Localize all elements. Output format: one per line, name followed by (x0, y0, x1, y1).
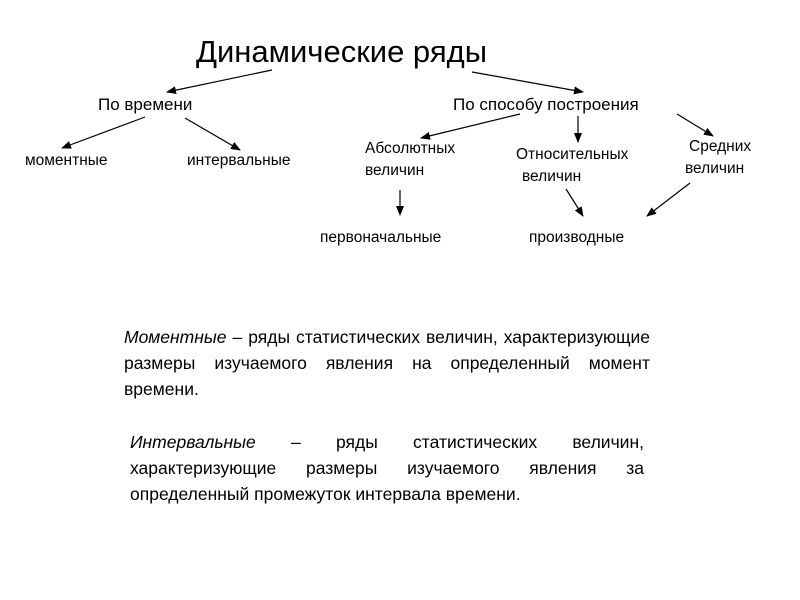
node-absolute-line1: Абсолютных (365, 140, 456, 157)
arrow-by-time-to-momentary (62, 117, 145, 148)
definition-momentary (124, 324, 650, 402)
node-absolute-line2: величин (365, 162, 425, 179)
node-relative-line1: Относительных (516, 146, 629, 163)
diagram-title: Динамические ряды (196, 34, 487, 69)
definition-momentary-text: ряды статистических величин, характеризующие размеры изучаемого явления на определенный момент времени. (124, 327, 650, 399)
node-relative (516, 144, 628, 188)
arrow-construction-to-absolute (421, 114, 520, 138)
node-momentary: моментные (25, 152, 108, 169)
definition-interval-term: Интервальные (130, 432, 256, 452)
arrow-title-to-by-time (167, 70, 272, 92)
definition-interval-text: ряды статистических величин, характеризующие размеры изучаемого явления за определенный промежуток интервала времени. (130, 432, 644, 504)
node-relative-line2: величин (522, 168, 582, 185)
definition-interval-dash: – (255, 432, 337, 452)
branch-by-construction: По способу построения (453, 95, 639, 114)
node-derived: производные (529, 229, 625, 246)
definition-interval (130, 429, 644, 507)
arrow-average-to-derived (647, 183, 690, 216)
arrow-relative-to-derived (566, 189, 583, 216)
branch-by-time: По времени (98, 95, 193, 114)
definition-momentary-term: Моментные (124, 327, 227, 347)
node-interval: интервальные (187, 152, 291, 169)
definition-momentary-dash: – (226, 327, 249, 347)
node-initial: первоначальные (320, 229, 442, 246)
node-average-line2: величин (685, 160, 745, 177)
node-average-line1: Средних (689, 138, 752, 155)
node-absolute (365, 138, 455, 182)
arrow-construction-to-average (677, 114, 713, 136)
arrow-title-to-by-construction (472, 72, 583, 92)
node-average (685, 136, 751, 180)
arrow-by-time-to-interval (185, 118, 240, 150)
